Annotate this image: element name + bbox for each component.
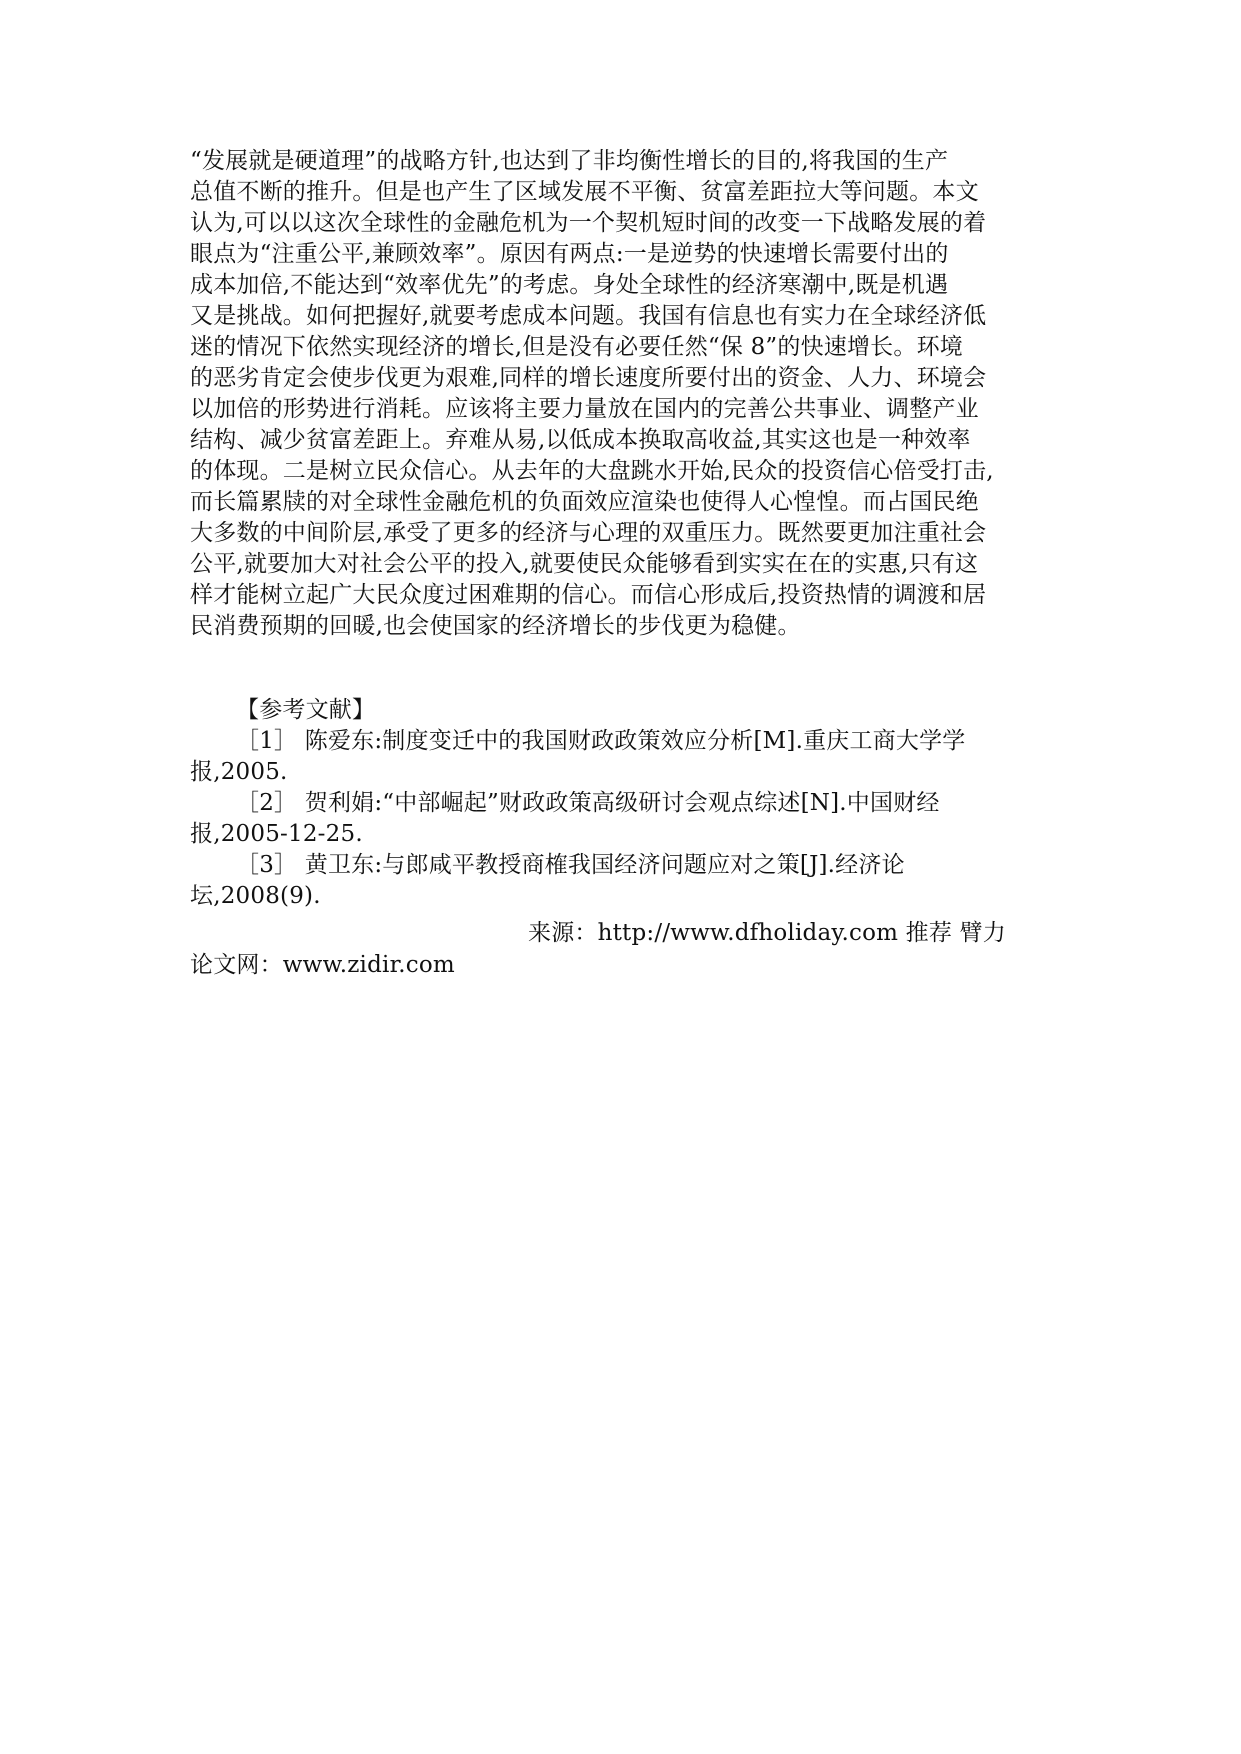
paragraph-line: 以加倍的形势进行消耗。应该将主要力量放在国内的完善公共事业、调整产业	[190, 396, 979, 422]
paragraph-line: 民消费预期的回暖,也会使国家的经济增长的步伐更为稳健。	[190, 613, 801, 639]
source-line-cont: 论文网：www.zidir.com	[190, 952, 455, 978]
reference-item-1-cont: 报,2005.	[190, 759, 288, 785]
references-heading: 【参考文献】	[236, 697, 376, 723]
paragraph-line: 结构、减少贫富差距上。弃难从易,以低成本换取高收益,其实这也是一种效率	[190, 427, 971, 453]
paragraph-line: 成本加倍,不能达到“效率优先”的考虑。身处全球性的经济寒潮中,既是机遇	[190, 272, 949, 298]
paragraph-line: 的恶劣肯定会使步伐更为艰难,同样的增长速度所要付出的资金、人力、环境会	[190, 365, 987, 391]
paragraph-line: 公平,就要加大对社会公平的投入,就要使民众能够看到实实在在的实惠,只有这	[190, 551, 979, 577]
paragraph-line: 的体现。二是树立民众信心。从去年的大盘跳水开始,民众的投资信心倍受打击,	[190, 458, 994, 484]
paragraph-line: “发展就是硬道理”的战略方针,也达到了非均衡性增长的目的,将我国的生产	[190, 148, 949, 174]
paragraph-line: 眼点为“注重公平,兼顾效率”。原因有两点:一是逆势的快速增长需要付出的	[190, 241, 949, 267]
paragraph-line: 样才能树立起广大民众度过困难期的信心。而信心形成后,投资热情的调渡和居	[190, 582, 987, 608]
reference-item-2: ［2］ 贺利娟:“中部崛起”财政政策高级研讨会观点综述[N].中国财经	[236, 790, 940, 816]
paragraph-line: 大多数的中间阶层,承受了更多的经济与心理的双重压力。既然要更加注重社会	[190, 520, 987, 546]
paragraph-line: 又是挑战。如何把握好,就要考虑成本问题。我国有信息也有实力在全球经济低	[190, 303, 987, 329]
paragraph-line: 认为,可以以这次全球性的金融危机为一个契机短时间的改变一下战略发展的着	[190, 210, 987, 236]
reference-item-3: ［3］ 黄卫东:与郎咸平教授商榷我国经济问题应对之策[J].经济论	[236, 852, 905, 878]
reference-item-1: ［1］ 陈爱东:制度变迁中的我国财政政策效应分析[M].重庆工商大学学	[236, 728, 966, 754]
reference-item-2-cont: 报,2005-12-25.	[190, 821, 363, 847]
paragraph-line: 而长篇累牍的对全球性金融危机的负面效应渲染也使得人心惶惶。而占国民绝	[190, 489, 979, 515]
paragraph-line: 迷的情况下依然实现经济的增长,但是没有必要任然“保 8”的快速增长。环境	[190, 334, 963, 360]
source-line: 来源：http://www.dfholiday.com 推荐 臂力	[528, 920, 1006, 946]
paragraph-line: 总值不断的推升。但是也产生了区域发展不平衡、贫富差距拉大等问题。本文	[190, 179, 979, 205]
reference-item-3-cont: 坛,2008(9).	[190, 883, 321, 909]
